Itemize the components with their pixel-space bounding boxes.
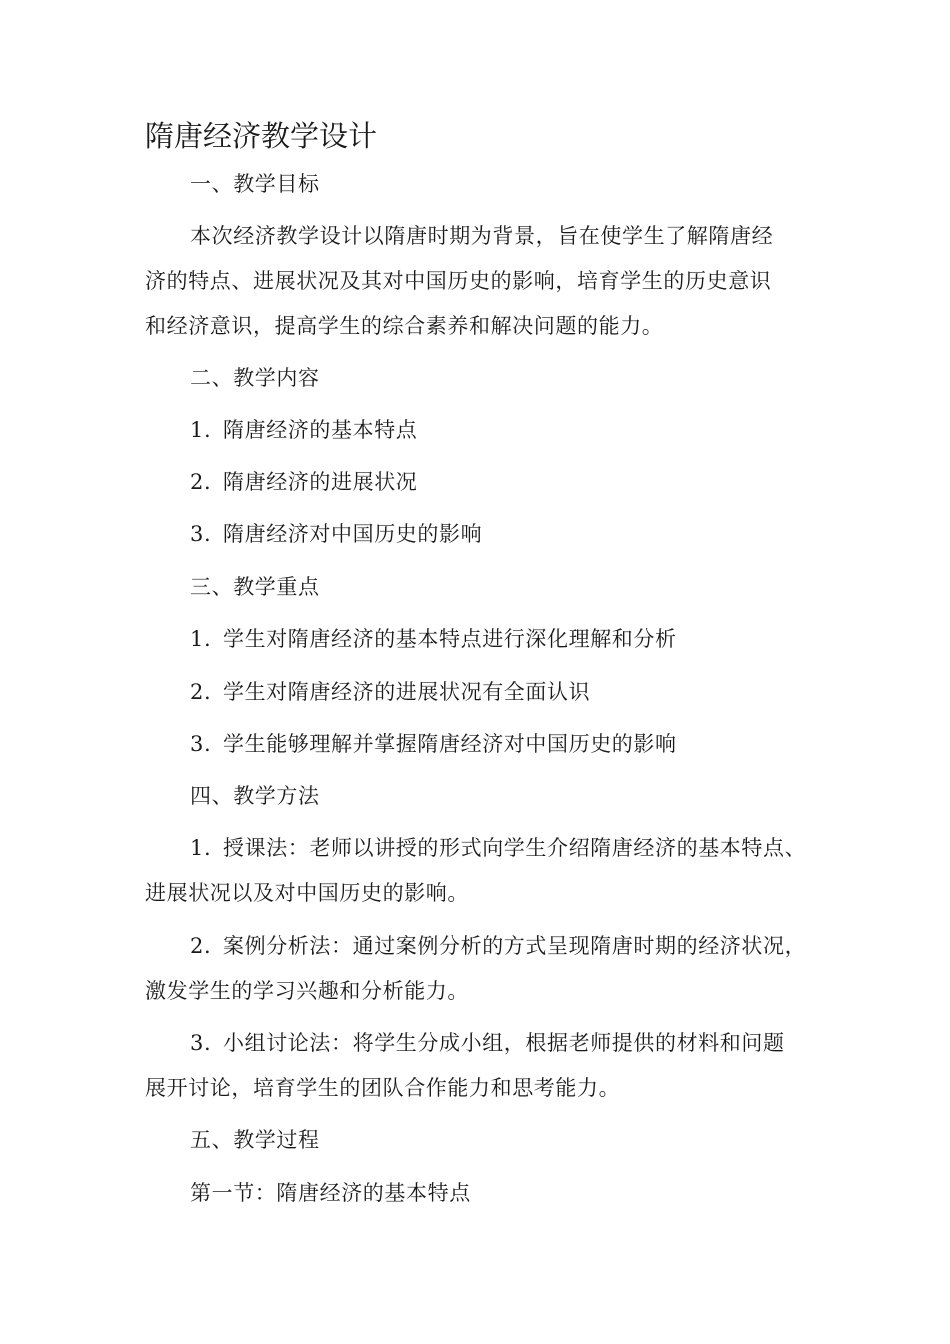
list-number: 2. xyxy=(190,680,212,704)
list-item xyxy=(190,625,677,653)
subsection-heading: 第一节：隋唐经济的基本特点 xyxy=(190,1181,471,1205)
list-item xyxy=(190,834,806,862)
list-item-continuation: 激发学生的学习兴趣和分析能力。 xyxy=(145,979,469,1003)
list-text: 隋唐经济的基本特点 xyxy=(223,418,418,442)
list-text: 案例分析法：通过案例分析的方式呈现隋唐时期的经济状况， xyxy=(223,934,807,958)
document-title: 隋唐经济教学设计 xyxy=(145,119,378,153)
list-text: 学生对隋唐经济的进展状况有全面认识 xyxy=(223,680,591,704)
list-number: 2. xyxy=(190,470,212,494)
list-item xyxy=(190,468,417,496)
paragraph-line: 和经济意识，提高学生的综合素养和解决问题的能力。 xyxy=(145,314,664,338)
section-heading-key-points: 三、教学重点 xyxy=(190,575,320,599)
list-item-continuation: 展开讨论，培育学生的团队合作能力和思考能力。 xyxy=(145,1076,621,1100)
list-item xyxy=(190,416,417,444)
list-text: 授课法：老师以讲授的形式向学生介绍隋唐经济的基本特点、 xyxy=(223,836,807,860)
list-text: 隋唐经济的进展状况 xyxy=(223,470,418,494)
list-item xyxy=(190,932,806,960)
section-heading-process: 五、教学过程 xyxy=(190,1128,320,1152)
list-item-continuation: 进展状况以及对中国历史的影响。 xyxy=(145,881,469,905)
list-text: 学生能够理解并掌握隋唐经济对中国历史的影响 xyxy=(223,732,677,756)
paragraph-line: 济的特点、进展状况及其对中国历史的影响，培育学生的历史意识 xyxy=(145,269,772,293)
section-heading-content: 二、教学内容 xyxy=(190,366,320,390)
list-number: 2. xyxy=(190,934,212,958)
list-text: 隋唐经济对中国历史的影响 xyxy=(223,522,483,546)
list-text: 小组讨论法：将学生分成小组，根据老师提供的材料和问题 xyxy=(223,1031,785,1055)
paragraph-line: 本次经济教学设计以隋唐时期为背景，旨在使学生了解隋唐经 xyxy=(190,224,774,248)
list-number: 1. xyxy=(190,836,212,860)
list-item xyxy=(190,1029,785,1057)
list-number: 3. xyxy=(190,1031,212,1055)
list-item xyxy=(190,520,482,548)
list-item xyxy=(190,678,590,706)
section-heading-methods: 四、教学方法 xyxy=(190,784,320,808)
list-number: 1. xyxy=(190,418,212,442)
list-number: 3. xyxy=(190,732,212,756)
list-number: 3. xyxy=(190,522,212,546)
list-text: 学生对隋唐经济的基本特点进行深化理解和分析 xyxy=(223,627,677,651)
list-item xyxy=(190,730,677,758)
list-number: 1. xyxy=(190,627,212,651)
section-heading-objectives: 一、教学目标 xyxy=(190,172,320,196)
